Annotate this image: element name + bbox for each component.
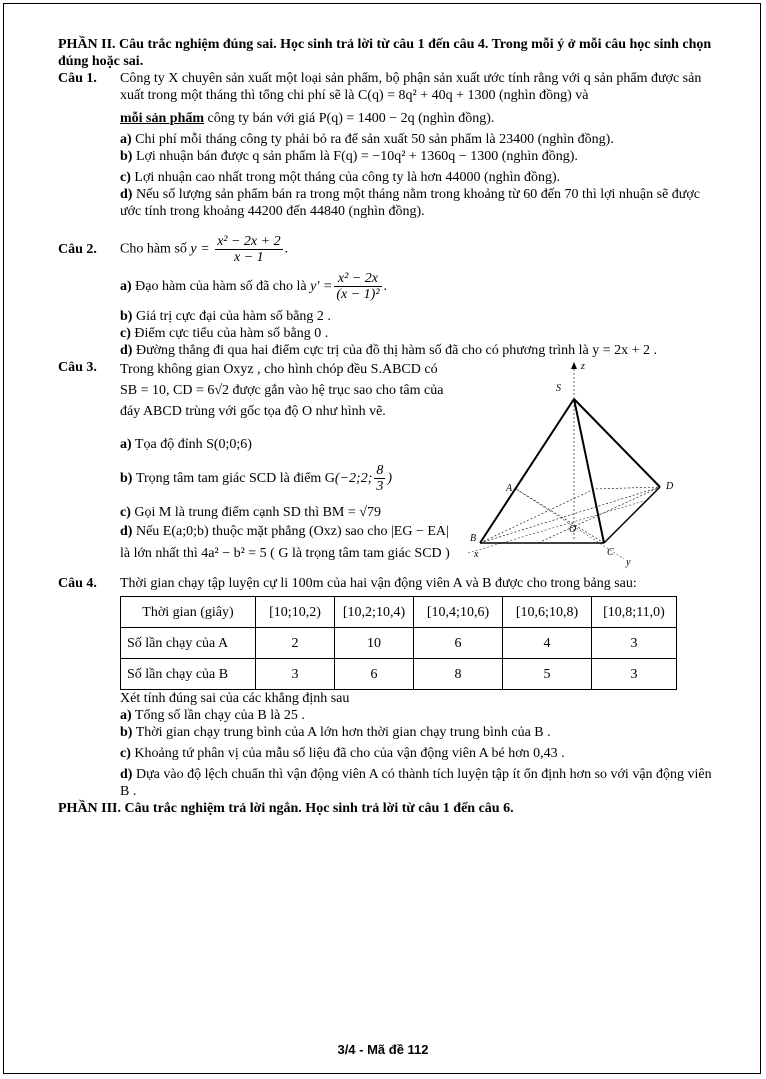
table-cell: Số lần chạy của B [121, 659, 256, 690]
table-header-cell: [10,2;10,4) [335, 597, 414, 628]
label-x: x [474, 549, 479, 560]
question-3-intro: Trong không gian Oxyz , cho hình chóp đều S.ABCD có SB = 10, CD = 6√2 được gắn vào hệ trục sao cho tâm của đáy ABCD trùng với gốc tọa độ O như hình vẽ. [120, 362, 444, 419]
table-cell: 8 [414, 659, 503, 690]
table-cell: 3 [592, 659, 677, 690]
question-3-text [58, 359, 454, 571]
table-cell: 2 [256, 628, 335, 659]
q2-statement-c: c) Điểm cực tiểu của hàm số bằng 0 . [120, 326, 329, 341]
page-footer: 3/4 - Mã đề 112 [337, 1042, 429, 1057]
table-cell: 10 [335, 628, 414, 659]
question-2-label: Câu 2. [58, 242, 97, 257]
question-4-intro: Thời gian chạy tập luyện cự li 100m của hai vận động viên A và B được cho trong bảng sau: [120, 576, 637, 591]
label-c: C [607, 547, 614, 558]
exam-page [58, 36, 718, 817]
table-cell: 3 [256, 659, 335, 690]
q1-statement-b: b) Lợi nhuận bán được q sản phẩm là F(q) = −10q² + 1360q − 1300 (nghìn đồng). [120, 149, 578, 164]
function-fraction: $\frac{\text{x² − 2x + 2}}{x - 1}$ [217, 234, 281, 265]
run-time-table [120, 596, 677, 690]
table-header-cell: [10;10,2) [256, 597, 335, 628]
q4-statement-a: a) Tổng số lần chạy của B là 25 . [120, 708, 305, 723]
table-row [121, 659, 677, 690]
q2-statement-b: b) Giá trị cực đại của hàm số bằng 2 . [120, 309, 331, 324]
centroid-fraction: $\frac{8}{3}$ [376, 463, 384, 494]
question-2 [58, 234, 718, 265]
table-row [121, 628, 677, 659]
q3-statement-a: a) Tọa độ đỉnh S(0;0;6) [120, 437, 252, 452]
table-header-cell: [10,4;10,6) [414, 597, 503, 628]
table-header-cell: [10,6;10,8) [503, 597, 592, 628]
table-cell: 6 [335, 659, 414, 690]
q2-statement-a: a) Đạo hàm của hàm số đã cho là y′ = $\frac{\text{x² − 2x}}{\text{(x − 1)²}}$ . [120, 271, 388, 302]
question-1-label: Câu 1. [58, 71, 97, 86]
question-4-label: Câu 4. [58, 576, 97, 591]
question-1-intro-text: Công ty X chuyên sản xuất một loại sản phẩm, bộ phận sản xuất ước tính rằng với q sản phẩm được sản xuất trong một tháng thì tổng chi phí sẽ là C(q) = 8q² + 40q + 1300 (nghìn đồng) và [120, 71, 702, 103]
question-1-intro-price: công ty bán với giá P(q) = 1400 − 2q (nghìn đồng). [207, 111, 495, 126]
question-2-intro: Cho hàm số y = $\frac{\text{x² − 2x + 2}}{x - 1}$ . [120, 234, 289, 265]
table-cell: Số lần chạy của A [121, 628, 256, 659]
question-1 [58, 70, 718, 127]
question-3-label: Câu 3. [58, 360, 97, 375]
table-header-cell: Thời gian (giây) [121, 597, 256, 628]
q4-statement-d: d) Dựa vào độ lệch chuẩn thì vận động viên A có thành tích luyện tập ít ổn định hơn so với vận động viên B . [120, 767, 712, 799]
q2-statement-d: d) Đường thẳng đi qua hai điểm cực trị của đồ thị hàm số đã cho có phương trình là y = 2x + 2 . [120, 343, 658, 358]
part2-heading: PHẦN II. Câu trắc nghiệm đúng sai. Học sinh trả lời từ câu 1 đến câu 4. Trong mỗi ý ở mỗi câu học sinh chọn đúng hoặc sai. [58, 37, 712, 69]
pyramid-diagram [454, 359, 694, 571]
q1-statement-a: a) Chi phí mỗi tháng công ty phải bỏ ra để sản xuất 50 sản phẩm là 23400 (nghìn đồng). [120, 132, 614, 147]
table-cell: 5 [503, 659, 592, 690]
label-o: O [569, 524, 577, 535]
q4-statement-b: b) Thời gian chạy trung bình của A lớn hơn thời gian chạy trung bình của B . [120, 725, 551, 740]
question-1-intro [120, 70, 718, 127]
question-4 [58, 575, 718, 592]
q3-statement-b: b) Trọng tâm tam giác SCD là điểm G (−2;2; $\frac{8}{3}$ ) [120, 463, 393, 494]
q3-statement-c: c) Gọi M là trung điểm cạnh SD thì BM = √79 [120, 505, 381, 520]
q1-statement-d: d) Nếu số lượng sản phẩm bán ra trong một tháng nằm trong khoảng từ 60 đến 70 thì lợi nhuận sẽ được ước tính trong khoảng 44200 đến 44840 (nghìn đồng). [120, 187, 700, 219]
derivative-fraction: $\frac{\text{x² − 2x}}{\text{(x − 1)²}}$ [336, 271, 380, 302]
question-1-underlined: mỗi sản phẩm [120, 111, 205, 126]
label-d: D [666, 481, 674, 492]
question-3 [58, 359, 718, 571]
q4-prompt: Xét tính đúng sai của các khẳng định sau [120, 691, 350, 706]
label-y: y [626, 557, 631, 568]
part3-heading: PHẦN III. Câu trắc nghiệm trả lời ngắn. Học sinh trả lời từ câu 1 đến câu 6. [58, 801, 514, 816]
q4-statement-c: c) Khoảng tứ phân vị của mẫu số liệu đã cho của vận động viên A bé hơn 0,43 . [120, 746, 565, 761]
label-a: A [506, 483, 513, 494]
label-s: S [556, 383, 561, 394]
table-header-row [121, 597, 677, 628]
table-cell: 4 [503, 628, 592, 659]
label-z: z [581, 361, 585, 372]
pyramid-figure [454, 359, 694, 571]
q1-statement-c: c) Lợi nhuận cao nhất trong một tháng của công ty là hơn 44000 (nghìn đồng). [120, 170, 561, 185]
table-cell: 3 [592, 628, 677, 659]
table-cell: 6 [414, 628, 503, 659]
table-header-cell: [10,8;11,0) [592, 597, 677, 628]
label-b: B [470, 533, 477, 544]
q3-statement-d: d) Nếu E(a;0;b) thuộc mặt phẳng (Oxz) sao cho |EG − EA| là lớn nhất thì 4a² − b² = 5 ( G là trọng tâm tam giác SCD ) [120, 524, 450, 561]
